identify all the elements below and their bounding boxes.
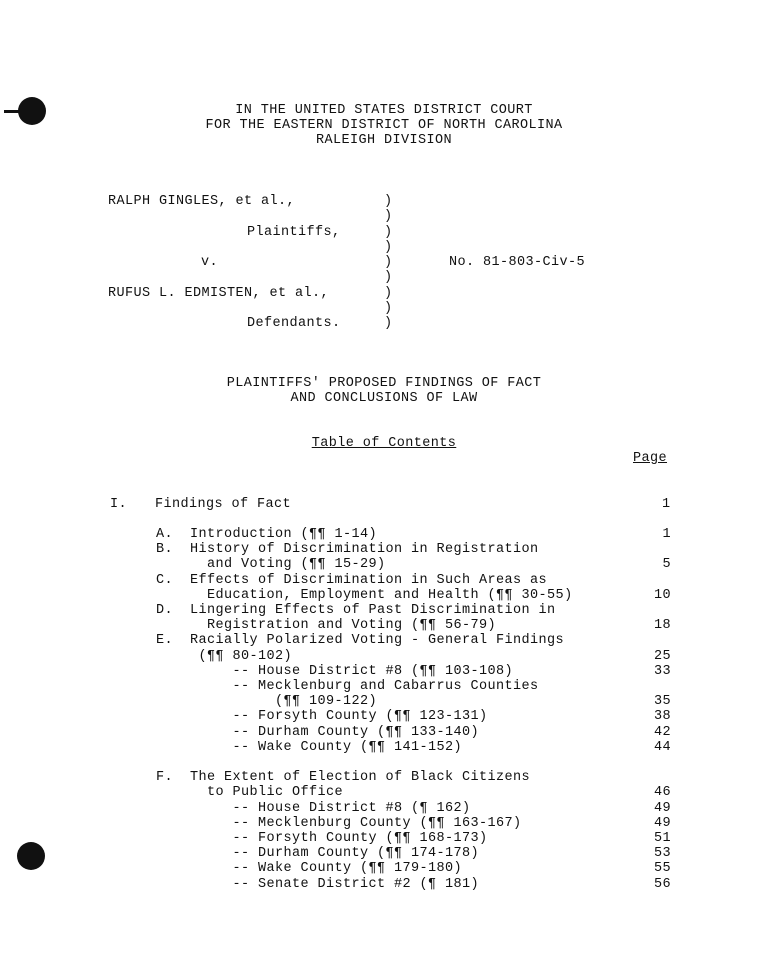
caption-paren: ) (384, 316, 393, 331)
toc-entry-page: 33 (653, 664, 671, 679)
toc-entry-text: F. The Extent of Election of Black Citizens (156, 770, 531, 785)
court-line-1: IN THE UNITED STATES DISTRICT COURT (235, 103, 533, 118)
court-line-2: FOR THE EASTERN DISTRICT OF NORTH CAROLINA (205, 118, 563, 133)
caption-paren: ) (384, 270, 393, 285)
toc-entry-page: 56 (653, 877, 671, 892)
toc-entry-text: (¶¶ 109-122) (156, 694, 378, 709)
toc-entry-text: Registration and Voting (¶¶ 56-79) (156, 618, 497, 633)
toc-entry-text: -- Wake County (¶¶ 141-152) (156, 740, 463, 755)
caption-paren: ) (384, 301, 393, 316)
caption-paren: ) (384, 255, 393, 270)
plaintiff-role: Plaintiffs, (247, 225, 341, 240)
caption-paren: ) (384, 225, 393, 240)
toc-entry-text: to Public Office (156, 785, 344, 800)
toc-entry-text: A. Introduction (¶¶ 1-14) (156, 527, 378, 542)
caption-paren: ) (384, 209, 393, 224)
toc-entry-page: 25 (653, 649, 671, 664)
toc-entry-text: -- Wake County (¶¶ 179-180) (156, 861, 463, 876)
toc-entry-text: -- Durham County (¶¶ 133-140) (156, 725, 480, 740)
defendant-name: RUFUS L. EDMISTEN, et al., (108, 286, 330, 301)
document-title-line-1: PLAINTIFFS' PROPOSED FINDINGS OF FACT (226, 376, 542, 391)
toc-entry-text: -- House District #8 (¶ 162) (156, 801, 471, 816)
toc-entry-text: B. History of Discrimination in Registration (156, 542, 539, 557)
caption-paren: ) (384, 240, 393, 255)
toc-entry-text: -- Durham County (¶¶ 174-178) (156, 846, 480, 861)
court-line-3: RALEIGH DIVISION (315, 133, 453, 148)
toc-entry-page: 49 (653, 801, 671, 816)
versus: v. (201, 255, 219, 270)
toc-heading: Table of Contents (311, 436, 457, 451)
toc-entry-text: -- Forsyth County (¶¶ 168-173) (156, 831, 488, 846)
punch-hole-bottom (17, 842, 45, 870)
toc-entry-text: (¶¶ 80-102) (156, 649, 293, 664)
toc-page-heading: Page (633, 451, 668, 466)
document-title-line-2: AND CONCLUSIONS OF LAW (290, 391, 478, 406)
caption-paren: ) (384, 194, 393, 209)
toc-entry-page: 53 (653, 846, 671, 861)
toc-entry-text: E. Racially Polarized Voting - General Findings (156, 633, 565, 648)
toc-entry-page: 51 (653, 831, 671, 846)
toc-entry-text: C. Effects of Discrimination in Such Areas as (156, 573, 548, 588)
toc-entry-text: -- Mecklenburg County (¶¶ 163-167) (156, 816, 522, 831)
toc-entry-text: D. Lingering Effects of Past Discrimination in (156, 603, 556, 618)
toc-entry-text: -- Forsyth County (¶¶ 123-131) (156, 709, 488, 724)
toc-entry-text: and Voting (¶¶ 15-29) (156, 557, 386, 572)
toc-entry-page: 1 (662, 527, 671, 542)
toc-entry-page: 42 (653, 725, 671, 740)
toc-entry-text: Education, Employment and Health (¶¶ 30-55) (156, 588, 573, 603)
toc-entry-page: 18 (653, 618, 671, 633)
toc-section-page: 1 (662, 497, 671, 512)
toc-entry-page: 44 (653, 740, 671, 755)
toc-entry-text: -- Senate District #2 (¶ 181) (156, 877, 480, 892)
toc-section-number: I. (110, 497, 128, 512)
case-number: No. 81-803-Civ-5 (449, 255, 586, 270)
toc-entry-text: -- House District #8 (¶¶ 103-108) (156, 664, 514, 679)
toc-entry-page: 38 (653, 709, 671, 724)
plaintiff-name: RALPH GINGLES, et al., (108, 194, 296, 209)
toc-entry-page: 10 (653, 588, 671, 603)
toc-entry-page: 5 (662, 557, 671, 572)
caption-paren: ) (384, 286, 393, 301)
toc-entry-page: 55 (653, 861, 671, 876)
toc-entry-text: -- Mecklenburg and Cabarrus Counties (156, 679, 539, 694)
defendant-role: Defendants. (247, 316, 341, 331)
toc-section-title: Findings of Fact (155, 497, 292, 512)
toc-entry-page: 46 (653, 785, 671, 800)
toc-entry-page: 35 (653, 694, 671, 709)
toc-entry-page: 49 (653, 816, 671, 831)
